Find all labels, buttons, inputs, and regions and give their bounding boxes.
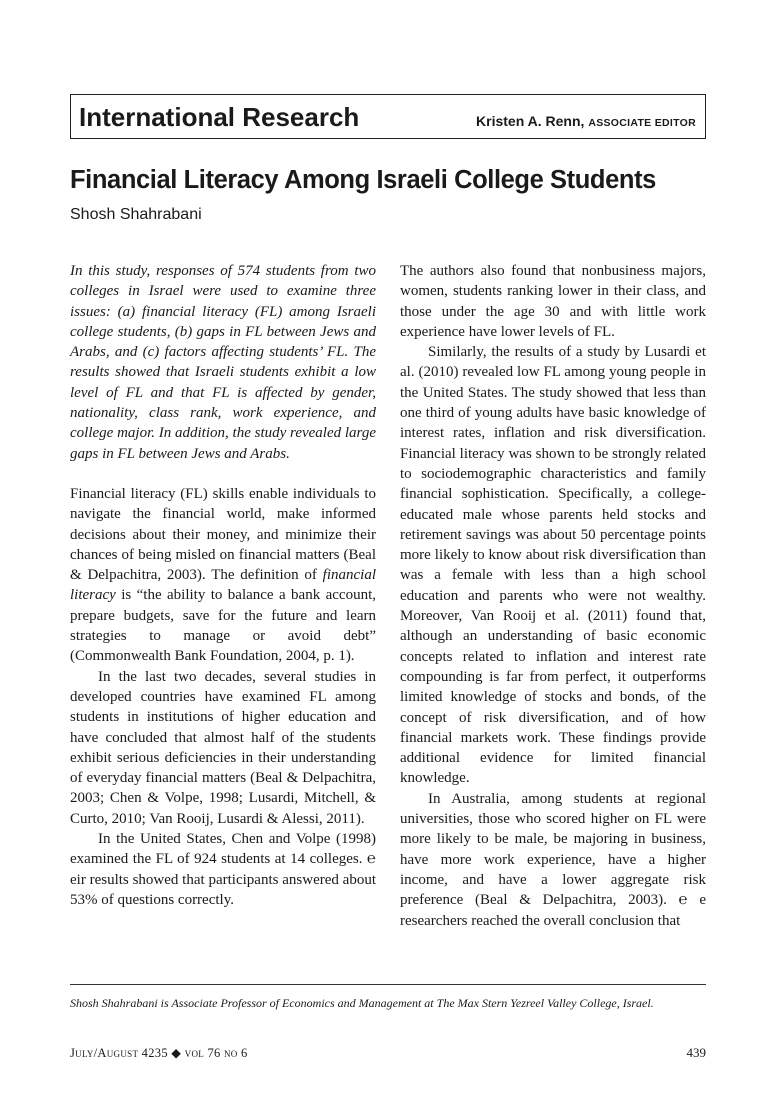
associate-editor [476,113,696,129]
body-paragraph: The authors also found that nonbusiness majors, women, students ranking lower in their class, and those under the age 30 and with little work experience have lower levels of FL. [400,263,706,340]
issue-info: July/August 4235 ◆ vol 76 no 6 [70,1046,248,1060]
left-column [70,261,376,910]
page-number: 439 [686,1045,706,1060]
body-paragraph [70,484,376,667]
section-title: International Research [79,102,360,132]
body-paragraph: In Australia, among students at regional universities, those who scored higher on FL were more likely to be male, be majoring in business, have more work experience, have a higher income, and have a lower aggregate risk preference (Beal & Delpachitra, 2003). ℮ e researchers reached the overall conclusion that [400,790,706,929]
body-paragraph: In the last two decades, several studies in developed countries have examined FL among students in institutions of higher education and have concluded that almost half of the students exhibit serious deficiencies in their understanding of everyday financial matters (Beal & Delpachitra, 2003; Chen & Volpe, 1998; Lusardi, Mitchell, & Curto, 2010; Van Rooij, Lusardi & Alessi, 2011). [70,668,376,827]
text-run: is “the ability to balance a bank account, prepare budgets, save for the future and learn strategies to manage or avoid debt” (Commonwealth Bank Foundation, 2004, p. 1). [70,587,376,665]
abstract: In this study, responses of 574 students from two colleges in Israel were used to examine three issues: (a) financial literacy (FL) among Israeli college students, (b) gaps in FL between Jews and Arabs, and (c) factors affecting students’ FL. The results showed that Israeli students exhibit a low level of FL and that FL is affected by gender, nationality, class rank, work experience, and college major. In addition, the study revealed large gaps in FL between Jews and Arabs. [70,263,376,462]
right-column [400,261,706,931]
body-paragraph: In the United States, Chen and Volpe (1998) examined the FL of 924 students at 14 colleges. ℮ eir results showed that participants answered about 53% of questions correctly. [70,831,376,908]
italic-term: financial literacy [70,567,376,604]
author-footnote: Shosh Shahrabani is Associate Professor of Economics and Management at The Max Stern Yezreel Valley College, Israel. [70,996,654,1010]
editor-role: ASSOCIATE EDITOR [588,117,696,129]
article-author: Shosh Shahrabani [70,206,202,223]
footnote-rule [70,984,706,985]
section-banner [70,94,706,139]
article-title: Financial Literacy Among Israeli College Students [70,166,656,194]
editor-name: Kristen A. Renn, [476,113,585,129]
text-run: Financial literacy (FL) skills enable individuals to navigate the financial world, make informed decisions about their money, and minimize their chances of being misled on financial matters (Beal & Delpachitra, 2003). The definition of [70,485,376,584]
body-paragraph: Similarly, the results of a study by Lusardi et al. (2010) revealed low FL among young people in the United States. The study showed that less than one third of young adults have basic knowledge of interest rates, inflation and risk diversification. Financial literacy was shown to be strongly related to sociodemographic characteristics and family financial sophistication. Specifically, a college-educated male whose parents held stocks and retirement savings was about 50 percentage points more likely to know about risk diversification than was a female with less than a high school education and parents who were not wealthy. Moreover, Van Rooij et al. (2011) found that, although an understanding of basic economic concepts related to inflation and interest rate compounding is far from perfect, it outperforms limited knowledge of stocks and bonds, of the concept of risk diversification, and of how financial markets work. These findings provide additional evidence for limited financial knowledge. [400,344,706,787]
